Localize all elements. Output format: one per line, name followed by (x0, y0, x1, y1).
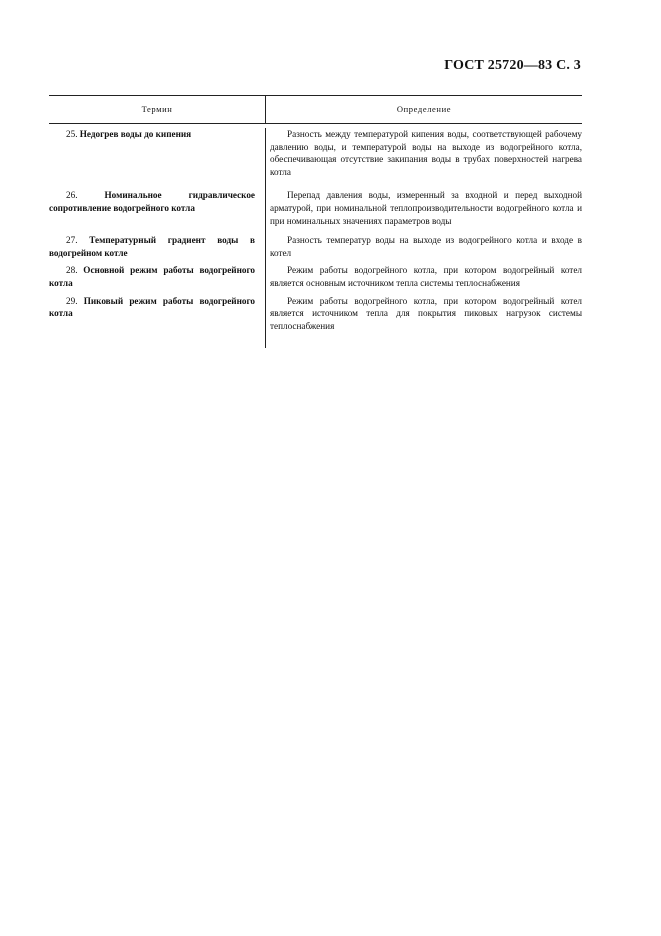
table-row (49, 264, 582, 289)
term-cell (49, 189, 265, 227)
table-body (49, 128, 582, 332)
term-cell (49, 295, 265, 333)
table-row (49, 189, 582, 227)
term-number: 27. (66, 235, 78, 246)
table-row (49, 128, 582, 178)
term-number: 29. (66, 295, 78, 306)
term-cell (49, 264, 265, 289)
definition-cell: Разность между температурой кипения воды, соответствующей рабочему давлению воды, и температурой воды на выходе из водогрейного котла, обеспечивающая отсутствие закипания воды в трубах поверхностей нагрева котла (270, 129, 582, 177)
term-number: 25. (66, 129, 78, 139)
term-text: Температурный градиент воды в водогрейном котле (49, 235, 255, 258)
column-header-definition: Определение (396, 104, 452, 114)
term-text: Основной режим работы водогрейного котла (49, 265, 256, 288)
terms-table (49, 95, 582, 332)
term-cell (49, 128, 265, 178)
page-header: ГОСТ 25720—83 С. 3 (444, 58, 581, 73)
column-header-term: Термин (49, 96, 266, 123)
term-text: Недогрев воды до кипения (79, 129, 192, 139)
definition-cell: Режим работы водогрейного котла, при котором водогрейный котел является источником тепла для покрытия пиковых нагрузок системы теплоснабжения (270, 295, 582, 331)
definition-cell: Разность температур воды на выходе из водогрейного котла и входе в котел (270, 235, 582, 258)
definition-cell: Перепад давления воды, измеренный за входной и перед выходной арматурой, при номинальной теплопроизводительности водогрейного котла и при номинальных значениях параметров воды (270, 190, 582, 226)
definition-cell: Режим работы водогрейного котла, при котором водогрейный котел является основным источником тепла системы теплоснабжения (270, 265, 582, 288)
term-cell (49, 234, 265, 259)
term-text: Номинальное гидравлическое сопротивление водогрейного котла (49, 190, 256, 213)
table-row (49, 234, 582, 259)
table-row (49, 295, 582, 333)
table-header-row (49, 95, 582, 124)
term-number: 28. (66, 265, 78, 276)
term-number: 26. (66, 190, 78, 201)
term-text: Пиковый режим работы водогрейного котла (49, 295, 256, 319)
